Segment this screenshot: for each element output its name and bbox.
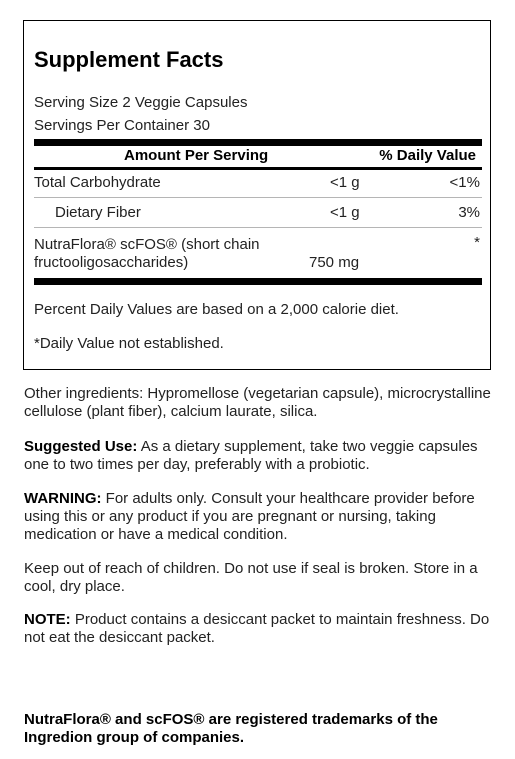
supplement-facts-panel (23, 20, 491, 370)
row-dietary-fiber-amount: <1 g (330, 204, 360, 221)
warning-text: For adults only. Consult your healthcare provider before using this or any product if you are pregnant or nursing, taking medication or have a medical condition. (24, 490, 475, 543)
row-nutraflora-dv: * (474, 234, 480, 251)
note-text: Product contains a desiccant packet to maintain freshness. Do not eat the desiccant packet. (24, 611, 490, 646)
thick-rule-top (34, 139, 482, 146)
note (24, 611, 494, 647)
serving-size: Serving Size 2 Veggie Capsules (34, 94, 248, 111)
facts-title: Supplement Facts (34, 47, 224, 72)
storage-instructions: Keep out of reach of children. Do not use if seal is broken. Store in a cool, dry place. (24, 560, 478, 595)
row-divider (34, 227, 482, 228)
trademark-notice: NutraFlora® and scFOS® are registered trademarks of the Ingredion group of companies. (24, 711, 438, 746)
footnote-daily-values: Percent Daily Values are based on a 2,000 calorie diet. (34, 301, 399, 318)
row-total-carbohydrate-amount: <1 g (330, 174, 360, 191)
row-nutraflora-amount: 750 mg (309, 254, 360, 271)
row-total-carbohydrate-name: Total Carbohydrate (34, 174, 161, 191)
other-ingredients: Other ingredients: Hypromellose (vegetarian capsule), microcrystalline cellulose (plant fiber), calcium laurate, silica. (24, 385, 491, 420)
suggested-use (24, 438, 494, 474)
row-divider (34, 197, 482, 198)
note-label: NOTE: (24, 611, 71, 628)
row-dietary-fiber-name: Dietary Fiber (55, 204, 141, 221)
row-total-carbohydrate-dv: <1% (449, 174, 480, 191)
thick-rule-bottom (34, 278, 482, 285)
suggested-use-label: Suggested Use: (24, 438, 138, 455)
row-nutraflora-name-line2: fructooligosaccharides) (34, 254, 189, 271)
row-nutraflora-name-line1: NutraFlora® scFOS® (short chain (34, 236, 260, 253)
header-amount-per-serving: Amount Per Serving (124, 147, 269, 164)
medium-rule (34, 167, 482, 170)
row-dietary-fiber-dv: 3% (458, 204, 480, 221)
servings-per-container: Servings Per Container 30 (34, 117, 210, 134)
suggested-use-text: As a dietary supplement, take two veggie capsules one to two times per day, preferably with a probiotic. (24, 438, 478, 473)
header-daily-value: % Daily Value (379, 147, 476, 164)
warning (24, 490, 494, 544)
footnote-not-established: *Daily Value not established. (34, 335, 224, 352)
warning-label: WARNING: (24, 490, 102, 507)
